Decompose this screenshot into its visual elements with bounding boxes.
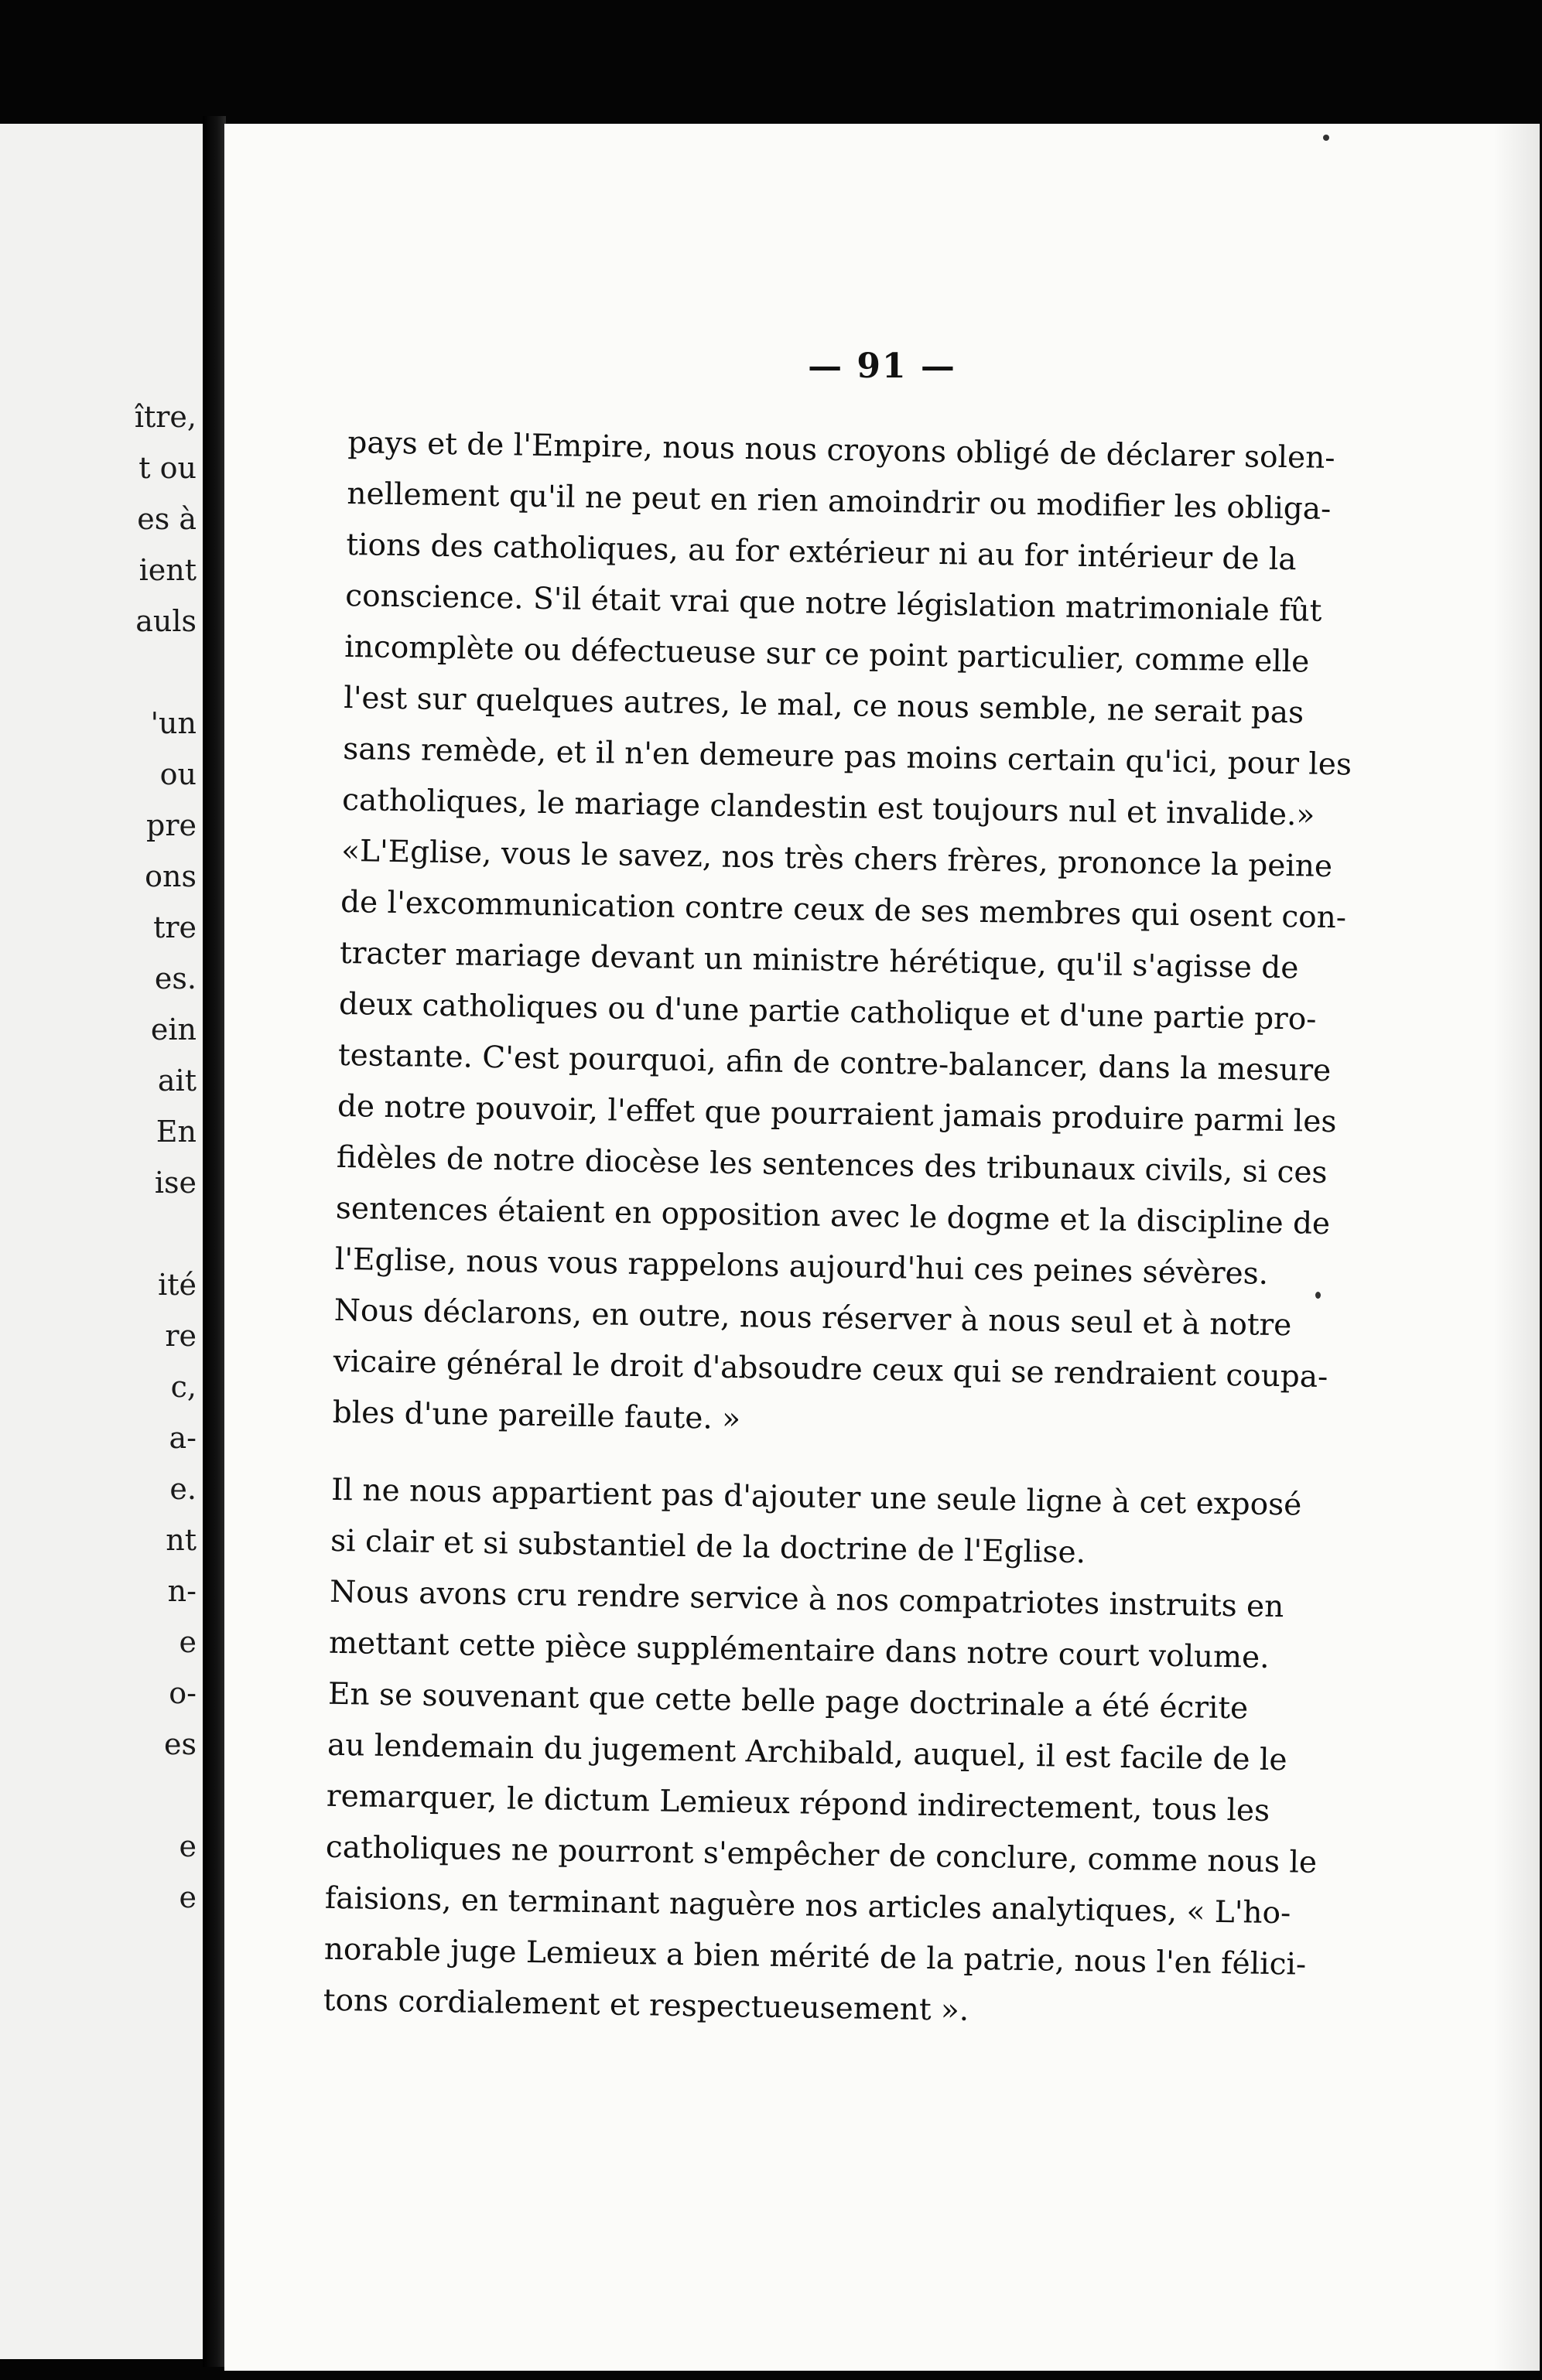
page-edge-shade: [1493, 124, 1540, 2371]
text-line: remarquer, le dictum Lemieux répond indirectement, tous les: [326, 1778, 1270, 1829]
left-page-fragment: ons: [145, 859, 197, 893]
left-page-fragment: c,: [170, 1370, 197, 1404]
left-page-fragment: ou: [159, 757, 197, 791]
left-page-fragment: o-: [169, 1676, 197, 1710]
text-line: fidèles de notre diocèse les sentences des tribunaux civils, si ces: [336, 1139, 1328, 1190]
text-line: incomplète ou défectueuse sur ce point particulier, comme elle: [344, 629, 1310, 680]
text-line: bles d'une pareille faute. »: [332, 1395, 741, 1437]
left-page-fragment: ein: [150, 1012, 197, 1047]
text-line: faisions, en terminant naguère nos articles analytiques, « L'ho-: [324, 1880, 1291, 1931]
speck-mark: [1323, 135, 1329, 141]
page-number: — 91 —: [808, 347, 956, 386]
left-page-fragment: ître,: [134, 400, 197, 434]
body-text: [323, 418, 1352, 2040]
left-page-fragment: re: [165, 1319, 197, 1353]
left-page-fragment: e: [179, 1829, 197, 1863]
text-line: l'Eglise, nous vous rappelons aujourd'hui ces peines sévères.: [334, 1241, 1269, 1292]
left-page-fragment: auls: [135, 604, 197, 638]
speck-mark: [1315, 1292, 1321, 1299]
text-line: tons cordialement et respectueusement ».: [323, 1982, 969, 2028]
left-page-fragment: tre: [153, 910, 197, 944]
left-page-fragment: n-: [167, 1574, 197, 1608]
left-page-fragment: es.: [154, 961, 197, 995]
text-line: catholiques ne pourront s'empêcher de conclure, comme nous le: [325, 1829, 1318, 1880]
text-line: de l'excommunication contre ceux de ses membres qui osent con-: [340, 884, 1347, 936]
text-line: testante. C'est pourquoi, afin de contre-balancer, dans la mesure: [337, 1037, 1332, 1089]
left-page-fragment: ise: [154, 1166, 197, 1200]
left-page-fragment: ité: [158, 1268, 197, 1302]
left-page-fragment: 'un: [150, 706, 197, 740]
paragraph: [330, 1465, 1302, 1582]
left-page-fragment: ient: [138, 553, 197, 587]
text-line: deux catholiques ou d'une partie catholique et d'une partie pro-: [338, 986, 1317, 1037]
text-line: Nous déclarons, en outre, nous réserver à nous seul et à notre: [333, 1292, 1292, 1344]
text-line: sans remède, et il n'en demeure pas moins certain qu'ici, pour les: [342, 731, 1352, 783]
text-line: norable juge Lemieux a bien mérité de la patrie, nous l'en félici-: [323, 1931, 1307, 1982]
text-line: au lendemain du jugement Archibald, auquel, il est facile de le: [327, 1727, 1287, 1778]
text-line: Il ne nous appartient pas d'ajouter une seule ligne à cet exposé: [330, 1472, 1302, 1523]
left-page-fragment: e: [179, 1880, 197, 1914]
text-line: tions des catholiques, au for extérieur ni au for intérieur de la: [346, 527, 1297, 578]
text-line: l'est sur quelques autres, le mal, ce nous semble, ne serait pas: [343, 680, 1304, 731]
left-page-fragment: e.: [169, 1472, 197, 1506]
left-page-fragment: nt: [166, 1523, 197, 1557]
text-line: si clair et si substantiel de la doctrine de l'Eglise.: [330, 1523, 1086, 1571]
left-page-fragment: es: [164, 1727, 197, 1761]
book-gutter: [203, 116, 226, 2367]
paragraph: [328, 1567, 1284, 1684]
right-page: [224, 124, 1540, 2371]
text-line: conscience. S'il était vrai que notre législation matrimoniale fût: [345, 578, 1322, 629]
text-line: mettant cette pièce supplémentaire dans notre court volume.: [328, 1625, 1270, 1675]
text-line: En se souvenant que cette belle page doctrinale a été écrite: [327, 1676, 1249, 1726]
left-page-fragment: a-: [169, 1421, 197, 1455]
left-page-fragment: En: [156, 1115, 197, 1149]
left-page: [0, 124, 203, 2359]
text-line: pays et de l'Empire, nous nous croyons obligé de déclarer solen-: [347, 425, 1335, 476]
paragraph: [341, 418, 1352, 841]
left-page-fragment: es à: [137, 502, 197, 536]
left-page-fragment: t ou: [138, 451, 197, 485]
text-line: «L'Eglise, vous le savez, nos très chers frères, prononce la peine: [340, 833, 1333, 885]
paragraph: [332, 826, 1347, 1453]
text-line: Nous avons cru rendre service à nos compatriotes instruits en: [329, 1574, 1284, 1625]
left-page-fragment: ait: [157, 1064, 197, 1098]
text-line: nellement qu'il ne peut en rien amoindrir ou modifier les obliga-: [347, 476, 1332, 527]
text-line: tracter mariage devant un ministre hérétique, qu'il s'agisse de: [339, 935, 1299, 986]
text-line: sentences étaient en opposition avec le dogme et la discipline de: [335, 1190, 1331, 1242]
left-page-fragment: pre: [146, 808, 197, 842]
text-line: de notre pouvoir, l'effet que pourraient jamais produire parmi les: [337, 1088, 1337, 1140]
text-line: vicaire général le droit d'absoudre ceux qui se rendraient coupa-: [333, 1344, 1328, 1395]
paragraph: [323, 1669, 1318, 2041]
text-line: catholiques, le mariage clandestin est toujours nul et invalide.»: [341, 782, 1315, 833]
left-page-fragment: e: [179, 1625, 197, 1659]
